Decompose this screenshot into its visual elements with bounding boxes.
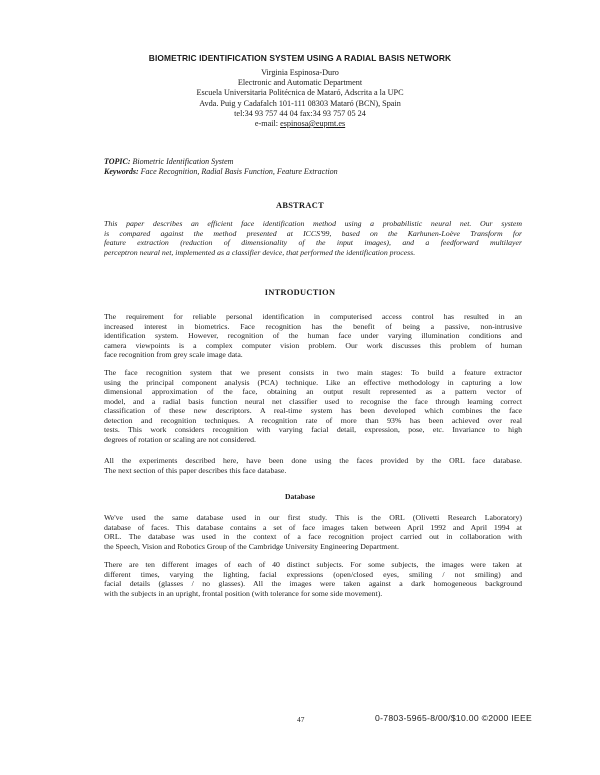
database-paragraph-1 <box>104 513 522 551</box>
copyright-code: 0-7803-5965-8/00/$10.00 ©2000 IEEE <box>375 713 533 723</box>
intro-paragraph-1 <box>104 312 522 360</box>
abstract-text <box>104 219 522 257</box>
text-line: different times, varying the lighting, facial expressions (open/closed eyes, smiling / not smiling) and <box>104 569 522 579</box>
text-line: with the subjects in an upright, frontal position (with tolerance for some side movement). <box>104 588 383 598</box>
page-number: 47 <box>297 715 305 724</box>
text-line: We've used the same database used in our first study. This is the ORL (Olivetti Research Laboratory) <box>104 513 522 522</box>
intro-paragraph-3 <box>104 456 522 475</box>
text-line: perceptron neural net, implemented as a classifier device, that performed the identification process. <box>104 247 416 257</box>
text-line: There are ten different images of each of 40 distinct subjects. For some subjects, the images were taken at <box>104 560 522 569</box>
text-line: identification system. However, recognition of the human face under varying illumination conditions and <box>104 331 522 340</box>
author-department: Electronic and Automatic Department <box>237 78 363 88</box>
text-line: classification of these new descriptors. A real-time system has been developed which combines the face <box>104 406 522 415</box>
text-line: degrees of rotation or scaling are not considered. <box>104 434 256 444</box>
database-paragraph-2 <box>104 560 522 598</box>
text-line: ORL. The database was used in the context of a face recognition project carried out in collaboration with <box>104 532 522 541</box>
author-name: Virginia Espinosa-Duro <box>261 68 339 77</box>
topic-block <box>104 157 338 176</box>
text-line: feature extraction (reduction of dimensionality of the input images), and a feedforward multilayer <box>104 238 522 247</box>
introduction-heading: INTRODUCTION <box>264 288 336 297</box>
author-address: Avda. Puig y Cadafalch 101-111 08303 Mataró (BCN), Spain <box>199 98 401 108</box>
intro-paragraph-2 <box>104 368 522 444</box>
paper-title: BIOMETRIC IDENTIFICATION SYSTEM USING A RADIAL BASIS NETWORK <box>148 53 452 63</box>
author-block <box>0 68 600 129</box>
text-line: dimensional approximation of the face, obtaining an output result represented as a pattern vector of <box>104 387 522 396</box>
text-line: database of faces. This database contains a set of face images taken between April 1992 and April 1994 at <box>104 522 522 532</box>
author-email-line <box>0 119 600 129</box>
text-line: camera viewpoints is a complex computer vision problem. Our work discusses this problem of human <box>104 340 522 350</box>
text-line: The face recognition system that we present consists in two main stages: To build a feature extractor <box>104 368 522 377</box>
text-line: All the experiments described here, have been done using the faces provided by the ORL face database. <box>104 456 522 465</box>
text-line: tests. This work considers recognition with varying facial detail, expression, pose, etc. Invariance to high <box>104 425 522 434</box>
email-link[interactable]: espinosa@eupmt.es <box>280 119 346 129</box>
text-line: detection and recognition techniques. A recognition rate of more than 93% has been achieved over real <box>104 415 522 425</box>
abstract-heading: ABSTRACT <box>275 201 324 210</box>
topic-label: TOPIC: <box>104 157 131 166</box>
email-label: e-mail: <box>254 119 279 129</box>
topic-value: Biometric Identification System <box>132 157 234 166</box>
keywords-line <box>104 167 338 177</box>
author-school: Escuela Universitaria Politécnica de Mataró, Adscrita a la UPC <box>196 88 404 98</box>
keywords-label: Keywords: <box>104 166 139 176</box>
author-phone: tel:34 93 757 44 04 fax:34 93 757 05 24 <box>234 108 366 118</box>
text-line: The requirement for reliable personal identification in computerised access control has resulted in an <box>104 312 522 321</box>
text-line: The next section of this paper describes this face database. <box>104 465 287 475</box>
text-line: model, and a radial basis function neural net classifier used to recognise the face through learning correct <box>104 396 522 406</box>
text-line: facial details (glasses / no glasses). All the images were taken against a dark homogeneous background <box>104 579 522 588</box>
text-line: increased interest in biometrics. Face recognition has the benefit of being a passive, non-intrusive <box>104 321 522 331</box>
text-line: is compared against the method presented at ICCS'99, based on the Karhunen-Loève Transform for <box>104 228 522 238</box>
keywords-value: Face Recognition, Radial Basis Function, Feature Extraction <box>140 166 338 176</box>
text-line: the Speech, Vision and Robotics Group of the Cambridge University Engineering Department. <box>104 541 399 551</box>
text-line: using the principal component analysis (PCA) technique. Like an effective methodology in capturing a low <box>104 377 522 387</box>
topic-line <box>104 157 338 167</box>
text-line: This paper describes an efficient face identification method using a probabilistic neural net. Our system <box>104 219 522 228</box>
text-line: face recognition from grey scale image data. <box>104 350 243 359</box>
database-heading: Database <box>285 492 315 501</box>
